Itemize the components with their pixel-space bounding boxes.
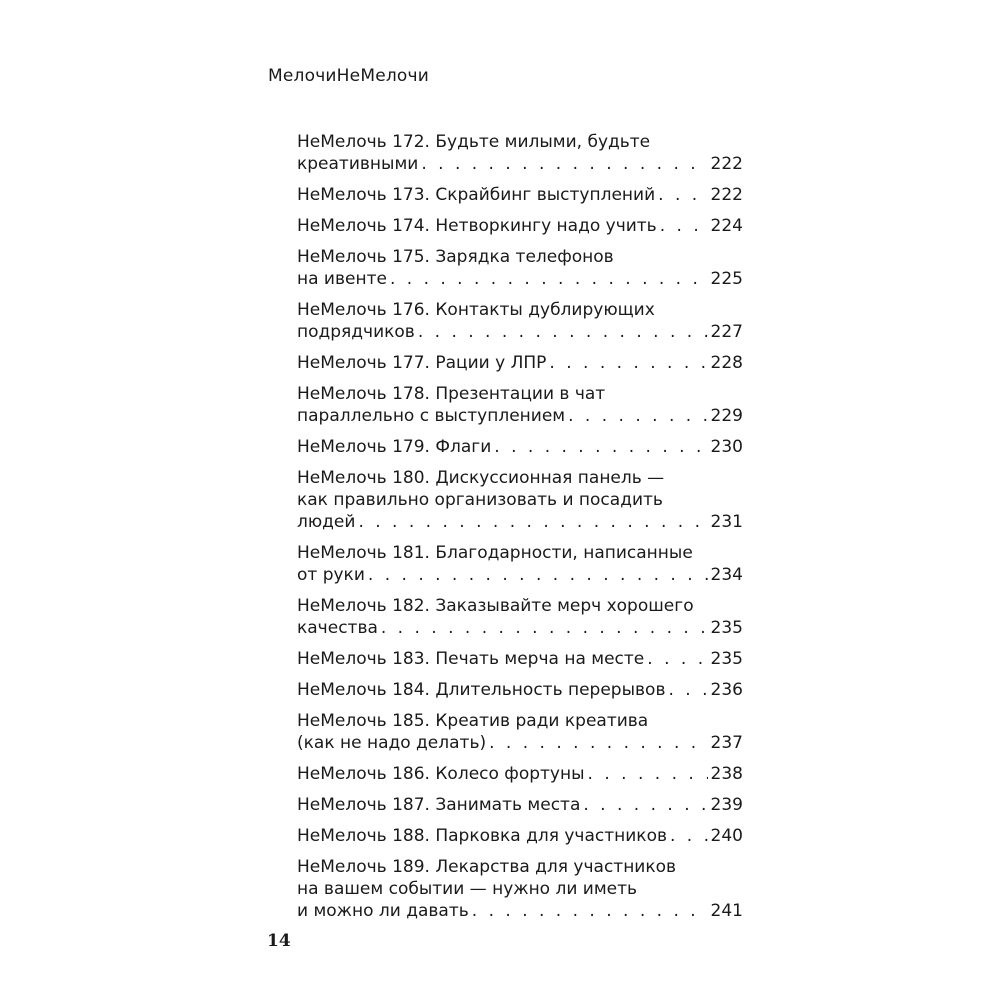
toc-entry-title-line: людей	[297, 512, 356, 532]
toc-entry-last-line	[297, 617, 743, 639]
toc-entry-last-line	[297, 184, 743, 206]
toc-entry-last-line	[297, 648, 743, 670]
toc-page-number: 237	[710, 733, 743, 753]
toc-page-number: 225	[710, 269, 743, 289]
toc-entry-title-line: НеМелочь 185. Креатив ради креатива	[297, 711, 649, 731]
toc-entry	[297, 131, 743, 175]
toc-page-number: 234	[710, 565, 743, 585]
toc-entry-last-line	[297, 900, 743, 922]
toc-entry-last-line	[297, 405, 743, 427]
toc-entry-title-line: НеМелочь 178. Презентации в чат	[297, 384, 606, 404]
toc-entry-title-line: НеМелочь 181. Благодарности, написанные	[297, 543, 693, 563]
toc-page-number: 236	[710, 680, 743, 700]
dot-leader	[494, 436, 707, 458]
dot-leader	[670, 825, 708, 847]
toc-entry	[297, 679, 743, 701]
toc-entry	[297, 467, 743, 533]
toc-entry-title-line: НеМелочь 173. Скрайбинг выступлений	[297, 185, 656, 205]
toc-entry-last-line	[297, 564, 743, 586]
toc-page-number: 222	[710, 154, 743, 174]
toc-entry-last-line	[297, 268, 743, 290]
toc-entry-title-line: НеМелочь 183. Печать мерча на месте	[297, 649, 645, 669]
dot-leader	[358, 511, 707, 533]
dot-leader	[381, 617, 708, 639]
toc-entry-title-line: от руки	[297, 565, 365, 585]
toc-entry-title-line: НеМелочь 174. Нетворкингу надо учить	[297, 216, 657, 236]
dot-leader	[368, 564, 708, 586]
dot-leader	[583, 794, 707, 816]
toc-entry	[297, 383, 743, 427]
toc-entry-last-line	[297, 352, 743, 374]
toc-page-number: 235	[710, 618, 743, 638]
toc-page-number: 238	[710, 764, 743, 784]
toc-entry-title-line: НеМелочь 186. Колесо фортуны	[297, 764, 585, 784]
toc-entry-title-line: НеМелочь 176. Контакты дублирующих	[297, 300, 655, 320]
toc-entry-last-line	[297, 732, 743, 754]
toc-entry-title-line: подрядчиков	[297, 322, 415, 342]
dot-leader	[660, 215, 708, 237]
toc-entry-title-line: НеМелочь 175. Зарядка телефонов	[297, 247, 614, 267]
dot-leader	[668, 679, 707, 701]
toc-entry-title-line: и можно ли давать	[297, 901, 469, 921]
toc-entry	[297, 352, 743, 374]
toc-entry	[297, 648, 743, 670]
toc-entry-last-line	[297, 763, 743, 785]
toc-entry-title-line: (как не надо делать)	[297, 733, 487, 753]
toc-entry	[297, 215, 743, 237]
toc-entry	[297, 246, 743, 290]
dot-leader	[421, 153, 707, 175]
toc-entry	[297, 299, 743, 343]
table-of-contents	[297, 131, 743, 931]
dot-leader	[390, 268, 708, 290]
toc-page-number: 240	[710, 826, 743, 846]
toc-entry	[297, 542, 743, 586]
toc-entry	[297, 794, 743, 816]
toc-entry-title-line: НеМелочь 172. Будьте милыми, будьте	[297, 132, 651, 152]
toc-entry-title-line: как правильно организовать и посадить	[297, 490, 663, 510]
toc-entry-last-line	[297, 153, 743, 175]
toc-entry-last-line	[297, 794, 743, 816]
toc-entry-title-line: НеМелочь 179. Флаги	[297, 437, 492, 457]
toc-entry-last-line	[297, 679, 743, 701]
toc-page-number: 224	[710, 216, 743, 236]
dot-leader	[472, 900, 708, 922]
toc-entry-title-line: НеМелочь 184. Длительность перерывов	[297, 680, 666, 700]
toc-page-number: 228	[710, 353, 743, 373]
toc-entry-title-line: на ивенте	[297, 269, 387, 289]
toc-entry-title-line: качества	[297, 618, 378, 638]
dot-leader	[549, 352, 707, 374]
toc-entry-title-line: параллельно с выступлением	[297, 406, 566, 426]
toc-page-number: 231	[710, 512, 743, 532]
dot-leader	[568, 405, 707, 427]
toc-entry-title-line: НеМелочь 180. Дискуссионная панель —	[297, 468, 665, 488]
dot-leader	[647, 648, 707, 670]
toc-entry	[297, 856, 743, 922]
toc-entry-title-line: НеМелочь 182. Заказывайте мерч хорошего	[297, 596, 694, 616]
dot-leader	[418, 321, 708, 343]
toc-entry-title-line: НеМелочь 177. Рации у ЛПР	[297, 353, 547, 373]
toc-entry-title-line: на вашем событии — нужно ли иметь	[297, 879, 638, 899]
dot-leader	[658, 184, 707, 206]
toc-page-number: 222	[710, 185, 743, 205]
toc-entry-last-line	[297, 511, 743, 533]
toc-entry-title-line: НеМелочь 189. Лекарства для участников	[297, 857, 677, 877]
toc-entry	[297, 595, 743, 639]
toc-entry-last-line	[297, 436, 743, 458]
toc-entry-title-line: НеМелочь 187. Занимать места	[297, 795, 581, 815]
toc-entry	[297, 436, 743, 458]
toc-entry-title-line: креативными	[297, 154, 419, 174]
toc-entry-last-line	[297, 321, 743, 343]
running-head: МелочиНеМелочи	[268, 66, 430, 86]
toc-entry	[297, 710, 743, 754]
dot-leader	[489, 732, 707, 754]
toc-page-number: 227	[710, 322, 743, 342]
toc-entry-last-line	[297, 215, 743, 237]
page-number: 14	[267, 931, 291, 951]
toc-entry-last-line	[297, 825, 743, 847]
toc-page-number: 239	[710, 795, 743, 815]
toc-page-number: 229	[710, 406, 743, 426]
dot-leader	[588, 763, 708, 785]
toc-entry-title-line: НеМелочь 188. Парковка для участников	[297, 826, 667, 846]
toc-entry	[297, 763, 743, 785]
toc-entry	[297, 825, 743, 847]
toc-page-number: 235	[710, 649, 743, 669]
toc-entry	[297, 184, 743, 206]
toc-page-number: 230	[710, 437, 743, 457]
toc-page-number: 241	[710, 901, 743, 921]
